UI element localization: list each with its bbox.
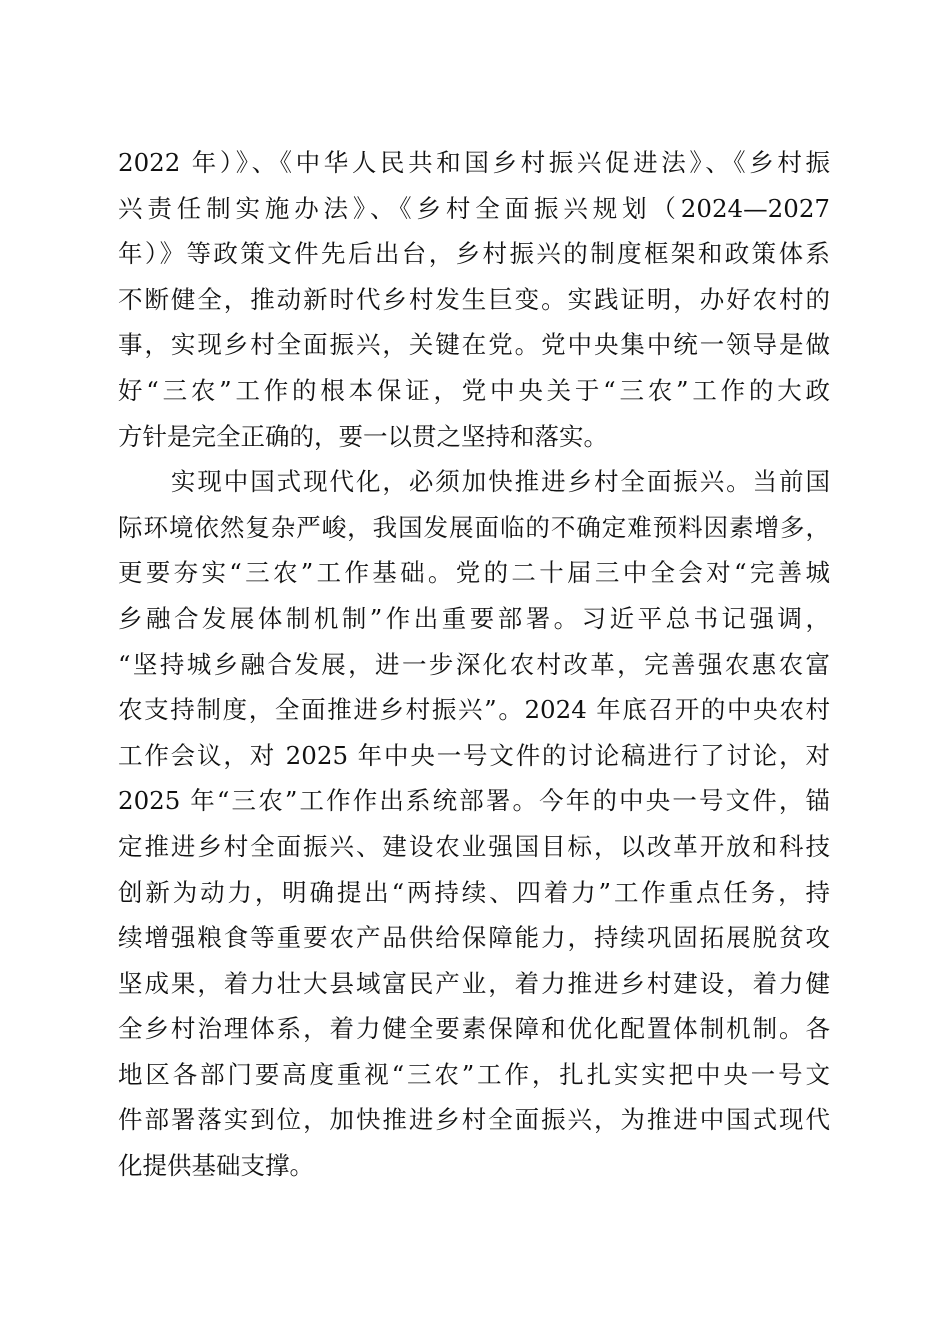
text-line: 工作会议，对 2025 年中央一号文件的讨论稿进行了讨论，对 (118, 740, 830, 770)
text-line: 坚成果，着力壮大县域富民产业，着力推进乡村建设，着力健 (118, 968, 830, 998)
text-line: 全乡村治理体系，着力健全要素保障和优化配置体制机制。各 (118, 1014, 830, 1044)
text-line: 事，实现乡村全面振兴，关键在党。党中央集中统一领导是做 (118, 330, 830, 360)
text-line: 不断健全，推动新时代乡村发生巨变。实践证明，办好农村的 (118, 284, 830, 314)
document-body (118, 140, 830, 1189)
text-line: 地区各部门要高度重视“三农”工作，扎扎实实把中央一号文 (118, 1059, 830, 1089)
paragraph-1 (118, 140, 830, 459)
text-line: 创新为动力，明确提出“两持续、四着力”工作重点任务，持 (118, 877, 830, 907)
text-line: 续增强粮食等重要农产品供给保障能力，持续巩固拓展脱贫攻 (118, 923, 830, 953)
text-line: 际环境依然复杂严峻，我国发展面临的不确定难预料因素增多， (118, 512, 830, 542)
text-line: 2022 年）》、《中华人民共和国乡村振兴促进法》、《乡村振 (118, 148, 830, 177)
text-line: 件部署落实到位，加快推进乡村全面振兴，为推进中国式现代 (118, 1105, 830, 1135)
text-line: 兴责任制实施办法》、《乡村全面振兴规划（2024—2027 (118, 193, 830, 223)
text-line: 化提供基础支撑。 (118, 1151, 314, 1181)
text-line: 更要夯实“三农”工作基础。党的二十届三中全会对“完善城 (118, 558, 830, 588)
text-line: 2025 年“三农”工作作出系统部署。今年的中央一号文件，锚 (118, 786, 830, 816)
text-line: 好“三农”工作的根本保证，党中央关于“三农”工作的大政 (118, 375, 830, 405)
text-line: 实现中国式现代化，必须加快推进乡村全面振兴。当前国 (118, 467, 830, 497)
text-line: 定推进乡村全面振兴、建设农业强国目标，以改革开放和科技 (118, 831, 830, 861)
text-line: “坚持城乡融合发展，进一步深化农村改革，完善强农惠农富 (118, 649, 830, 679)
text-line: 方针是完全正确的，要一以贯之坚持和落实。 (118, 421, 608, 451)
text-line: 乡融合发展体制机制”作出重要部署。习近平总书记强调， (118, 603, 830, 633)
text-line: 年）》等政策文件先后出台，乡村振兴的制度框架和政策体系 (118, 239, 830, 269)
paragraph-2 (118, 459, 830, 1189)
text-line: 农支持制度，全面推进乡村振兴”。2024 年底召开的中央农村 (118, 695, 830, 725)
